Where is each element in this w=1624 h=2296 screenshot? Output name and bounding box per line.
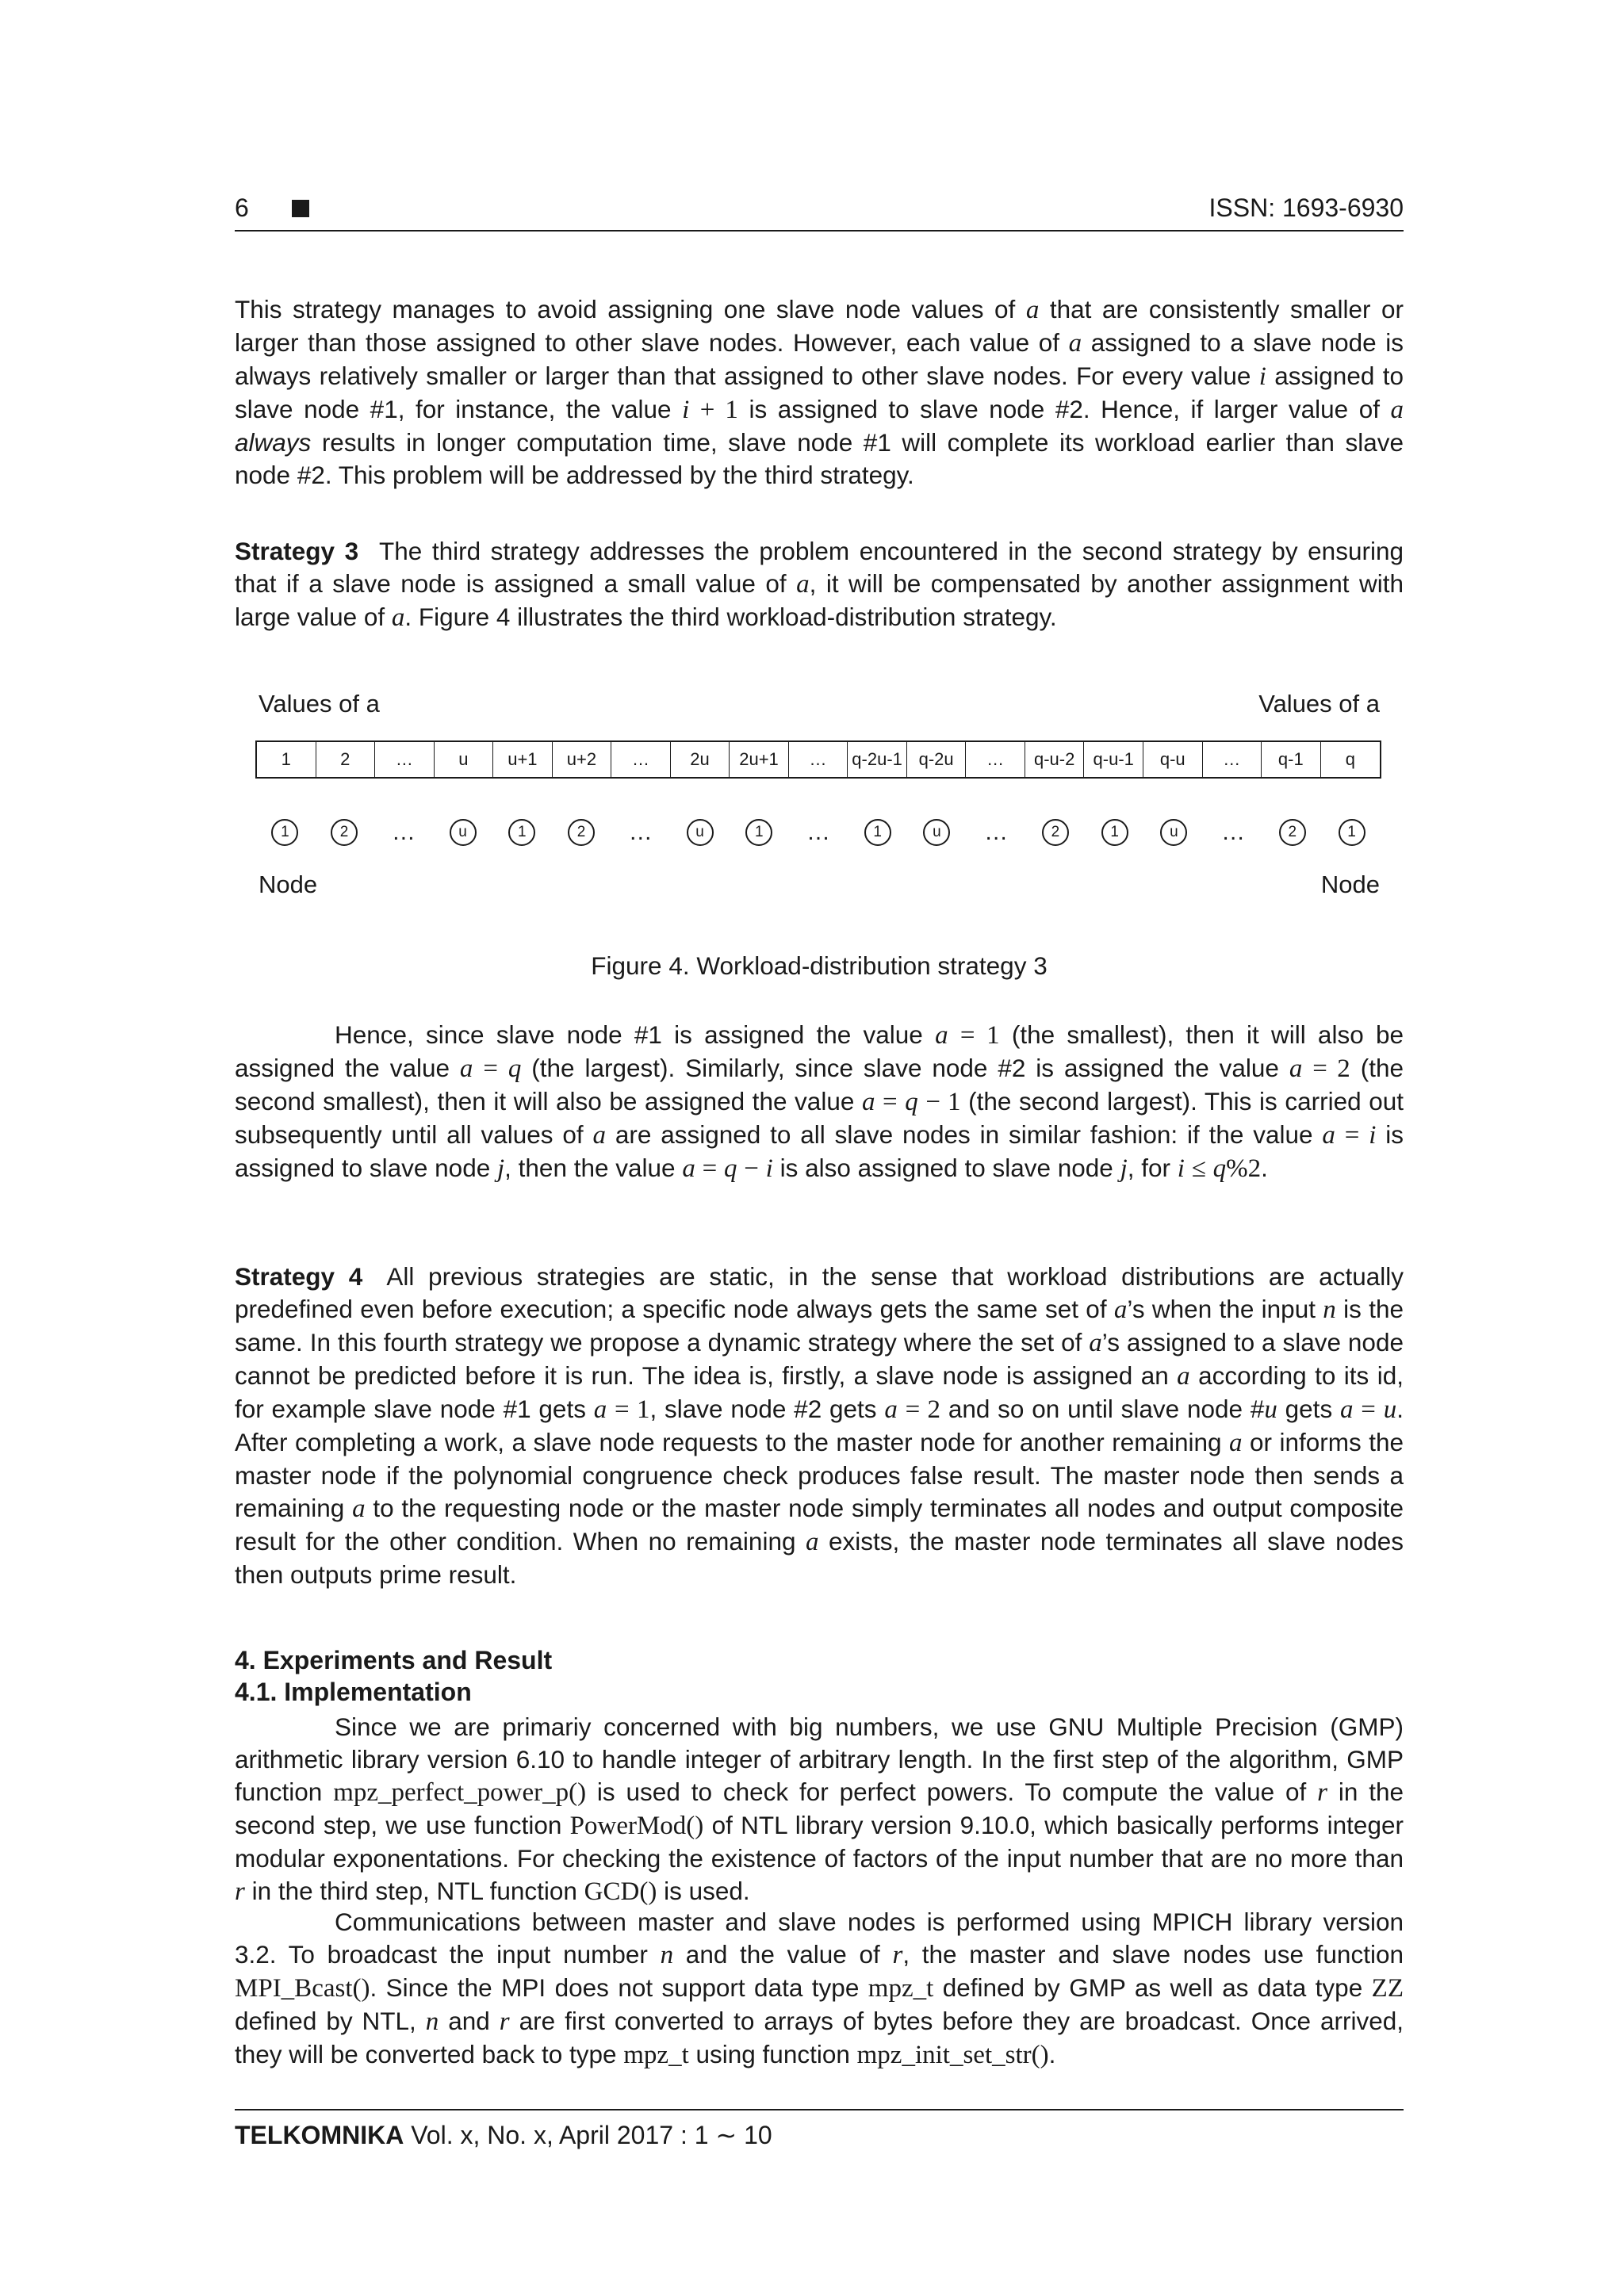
section-heading-4-1: 4.1. Implementation: [235, 1678, 472, 1706]
node-circle: u: [923, 819, 950, 846]
node-circle: 2: [568, 819, 595, 846]
value-cell: q-u: [1143, 742, 1203, 777]
paragraph-implementation-2: Communications between master and slave nodes is performed using MPICH library version 3.2. To broadcast the input number n and the value of r, the master and slave nodes use function MPI_Bcast(). Since the MPI does not support data type mpz_t defined by GMP as well as data type ZZ defined by NTL, n and r are first converted to arrays of bytes before they are broadcast. Once arrived, they will be converted back to type mpz_t using function mpz_init_set_str().: [235, 1908, 1404, 2069]
page-number: 6: [235, 193, 249, 222]
page: [235, 0, 1404, 2296]
figure-caption: Figure 4. Workload-distribution strategy 3: [591, 951, 1048, 980]
node-circle: 2: [1279, 819, 1306, 846]
values-label-right: Values of a: [1258, 690, 1380, 718]
value-cell: …: [611, 742, 671, 777]
journal-details: Vol. x, No. x, April 2017 : 1 ∼ 10: [404, 2121, 772, 2149]
paragraph-strategy2-end: This strategy manages to avoid assigning one slave node values of a that are consistently smaller or larger than those assigned to other slave nodes. However, each value of a assigned to a slave node is always relatively smaller or larger than that assigned to other slave nodes. For every value i assigned to slave node #1, for instance, the value i + 1 is assigned to slave node #2. Hence, if larger value of a always results in longer computation time, slave node #1 will complete its workload earlier than slave node #2. This problem will be addressed by the third strategy.: [235, 295, 1404, 489]
value-cell: 2u+1: [730, 742, 789, 777]
value-cell: 2: [316, 742, 376, 777]
node-circle: 1: [271, 819, 298, 846]
value-cell: …: [375, 742, 435, 777]
node-circle: u: [1160, 819, 1187, 846]
node-circle: 1: [508, 819, 535, 846]
node-ellipsis: …: [391, 819, 416, 845]
node-circle: u: [450, 819, 477, 846]
node-label-left: Node: [259, 871, 318, 898]
value-cell: 1: [257, 742, 316, 777]
node-circle: 1: [864, 819, 891, 846]
page-header: [235, 190, 1404, 232]
node-ellipsis: …: [984, 819, 1009, 845]
paragraph-strategy4: Strategy 4 All previous strategies are static, in the sense that workload distributions are actually predefined even before execution; a specific node always gets the same set of a’s when the input n is the same. In this fourth strategy we propose a dynamic strategy where the set of a’s assigned to a slave node cannot be predicted before it is run. The idea is, firstly, a slave node is assigned an a according to its id, for example slave node #1 gets a = 1, slave node #2 gets a = 2 and so on until slave node #u gets a = u. After completing a work, a slave node requests to the master node for another remaining a or informs the master node if the polynomial congruence check produces false result. The master node then sends a remaining a to the requesting node or the master node simply terminates all nodes and output composite result for the other condition. When no remaining a exists, the master node terminates all slave nodes then outputs prime result.: [235, 1262, 1404, 1589]
node-ellipsis: …: [1221, 819, 1246, 845]
node-circle: 2: [331, 819, 358, 846]
page-footer: [235, 2109, 1404, 2150]
value-cell: q-u-2: [1025, 742, 1085, 777]
section-heading-4: 4. Experiments and Result: [235, 1646, 553, 1674]
square-icon: [292, 200, 309, 217]
journal-name: TELKOMNIKA: [235, 2121, 404, 2149]
paragraph-strategy3: Strategy 3 The third strategy addresses the problem encountered in the second strategy by ensuring that if a slave node is assigned a small value of a, it will be compensated by another assignment with large value of a. Figure 4 illustrates the third workload-distribution strategy.: [235, 537, 1404, 632]
value-cell: u+2: [553, 742, 612, 777]
node-circle: 1: [745, 819, 772, 846]
value-cell: q-2u: [907, 742, 967, 777]
value-cell: q-1: [1262, 742, 1321, 777]
paragraph-implementation-1: Since we are primariy concerned with big numbers, we use GNU Multiple Precision (GMP) arithmetic library version 6.10 to handle integer of arbitrary length. In the first step of the algorithm, GMP function mpz_perfect_power_p() is used to check for perfect powers. To compute the value of r in the second step, we use function PowerMod() of NTL library version 9.10.0, which basically performs integer modular exponentations. For checking the existence of factors of the input number that are no more than r in the third step, NTL function GCD() is used.: [235, 1712, 1404, 1906]
value-cell: 2u: [671, 742, 730, 777]
value-cell: q-2u-1: [848, 742, 907, 777]
value-cell: …: [966, 742, 1025, 777]
node-ellipsis: …: [806, 819, 830, 845]
values-row: [255, 740, 1381, 779]
value-cell: q: [1345, 749, 1355, 769]
values-label-left: Values of a: [259, 690, 380, 718]
nodes-row: [255, 815, 1381, 850]
value-cell: q-u-1: [1084, 742, 1143, 777]
node-circle: 2: [1042, 819, 1069, 846]
value-cell: …: [1203, 742, 1262, 777]
value-cell: …: [789, 742, 848, 777]
node-ellipsis: …: [628, 819, 653, 845]
value-cell: u: [435, 742, 494, 777]
node-label-right: Node: [1320, 871, 1380, 898]
paragraph-strategy3-detail: Hence, since slave node #1 is assigned the value a = 1 (the smallest), then it will also be assigned the value a = q (the largest). Similarly, since slave node #2 is assigned the value a = 2 (the second smallest), then it will also be assigned the value a = q − 1 (the second largest). This is carried out subsequently until all values of a are assigned to all slave nodes in similar fashion: if the value a = i is assigned to slave node j, then the value a = q − i is also assigned to slave node j, for i ≤ q%2.: [235, 1020, 1404, 1183]
value-cell: u+1: [493, 742, 553, 777]
node-circle: 1: [1101, 819, 1128, 846]
node-circle: u: [687, 819, 714, 846]
issn: ISSN: 1693-6930: [1208, 193, 1404, 222]
node-circle: 1: [1339, 819, 1365, 846]
